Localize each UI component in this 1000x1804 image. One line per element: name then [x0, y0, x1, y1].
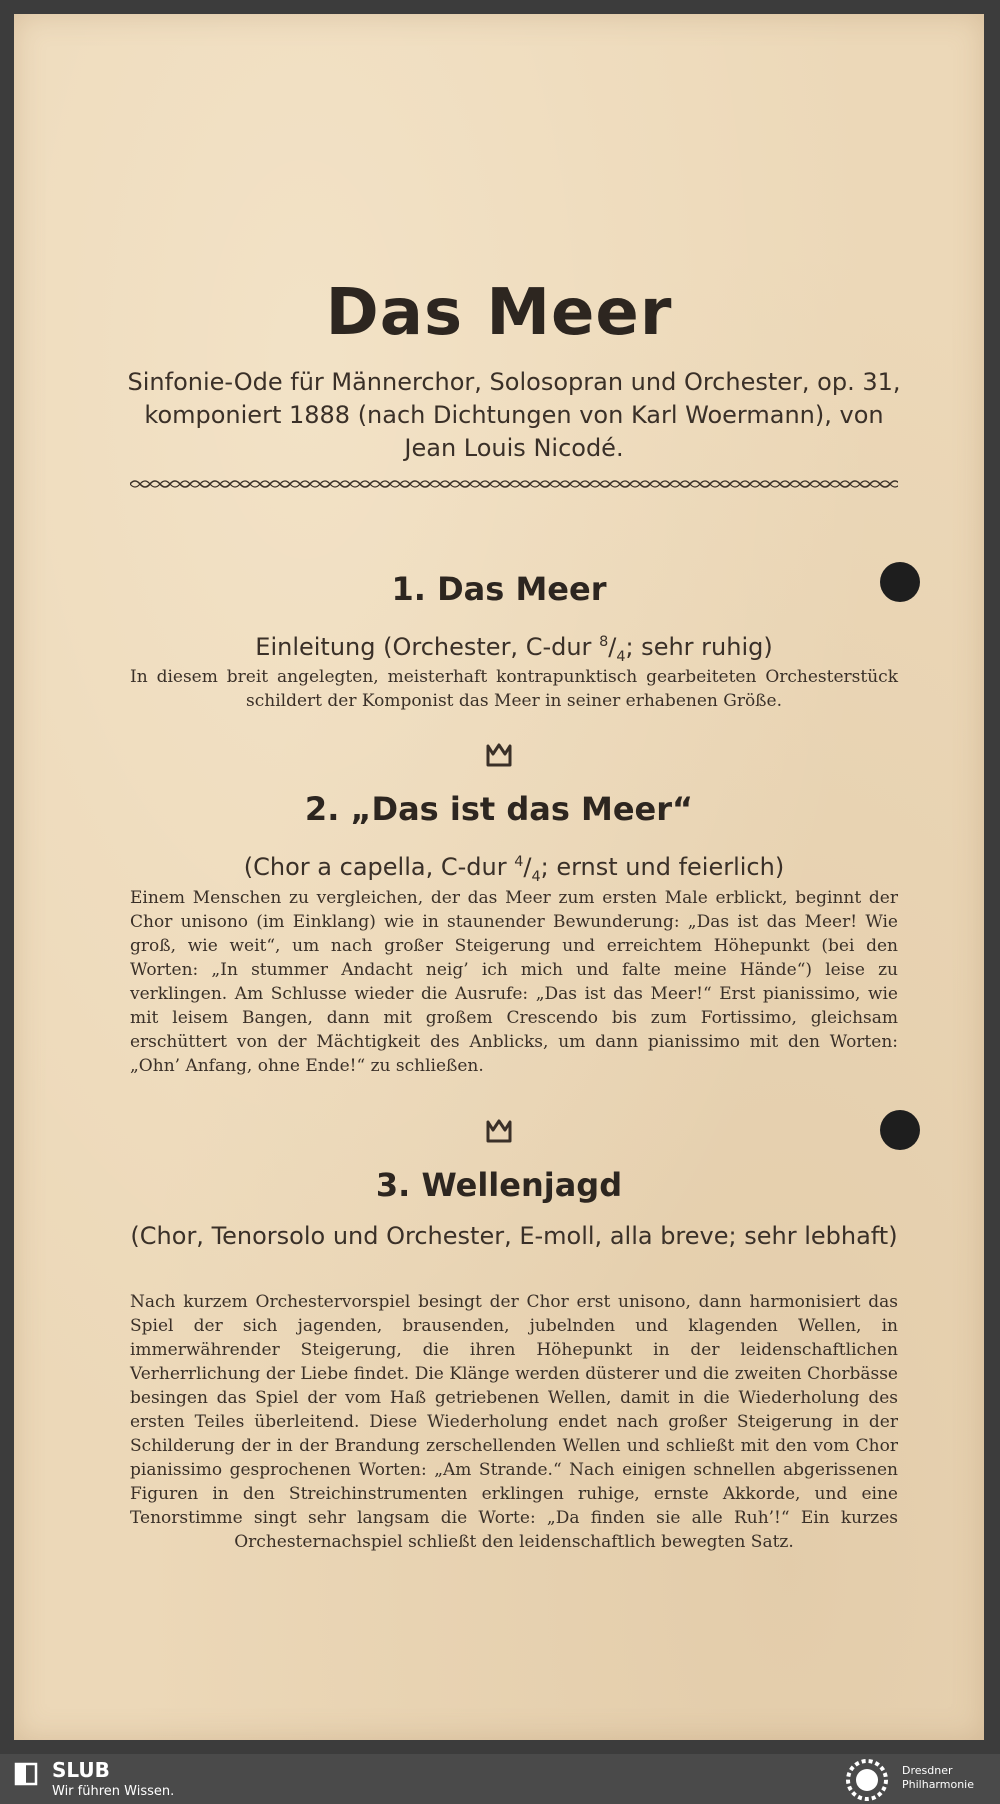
- punch-hole-icon: [880, 562, 920, 602]
- partner-name: Dresdner Philharmonie: [902, 1764, 974, 1791]
- section-1-text: In diesem breit angelegten, meisterhaft kontrapunktisch gearbeiteten Orchesterstück schildert der Komponist das Meer in seiner erhabenen Größe.: [130, 667, 898, 711]
- crown-divider-icon: [485, 742, 513, 768]
- section-3-text: Nach kurzem Orchestervorspiel besingt der Chor erst unisono, dann harmonisiert das Spiel der sich jagenden, brausenden, jubelnden und klagenden Wellen, in immerwährender Steigerung, die ihren Höhepunkt in der leidenschaftlichen Verherrlichung der Liebe findet. Die Klänge werden düsterer und die zweiten Chorbässe besingen das Spiel der vom Haß getriebenen Wellen, damit in die Wiederholung des ersten Teiles überleitend. Diese Wiederholung endet nach großer Steigerung in der Schilderung der in der Brandung zerschellenden Wellen und schließt mit den vom Chor pianissimo gesprochenen Worten: „Am Strande.“ Nach einigen schnellen abgerissenen Figuren in den Streichinstrumenten erklingen ruhige, ernste Akkorde, und eine Tenorstimme singt sehr langsam die Worte: „Da finden sie alle Ruh’!“ Ein kurzes Orchesternachspiel schließt den leidenschaftlich bewegten Satz.: [130, 1292, 898, 1552]
- library-name: SLUB: [52, 1758, 110, 1782]
- section-1-heading: 1. Das Meer: [391, 570, 607, 608]
- philharmonie-logo-icon: [842, 1758, 892, 1802]
- footer-bar: [0, 1754, 1000, 1804]
- section-3-heading: 3. Wellenjagd: [375, 1166, 623, 1204]
- punch-hole-icon: [880, 1110, 920, 1150]
- library-tagline: Wir führen Wissen.: [52, 1784, 175, 1799]
- section-2-text: Einem Menschen zu vergleichen, der das Meer zum ersten Male erblickt, beginnt der Chor unisono (im Einklang) wie in staunender Bewunderung: „Das ist das Meer! Wie groß, wie weit“, um nach großer Steigerung und erreichtem Höhepunkt (bei den Worten: „In stummer Andacht neig’ ich mich und falte meine Hände“) leise zu verklingen. Am Schlusse wieder die Ausrufe: „Das ist das Meer!“ Erst pianissimo, wie mit leisem Bangen, dann mit großem Crescendo bis zum Fortissimo, gleichsam erschüttert von der Mächtigkeit des Anblicks, um dann pianissimo mit den Worten: „Ohn’ Anfang, ohne Ende!“ zu schließen.: [130, 888, 898, 1076]
- section-3-subheading: (Chor, Tenorsolo und Orchester, E-moll, alla breve; sehr lebhaft): [130, 1222, 898, 1250]
- section-2-heading: 2. „Das ist das Meer“: [304, 790, 694, 828]
- document-page: [14, 14, 984, 1740]
- crown-divider-icon: [485, 1118, 513, 1144]
- ornamental-border-icon: [130, 478, 898, 490]
- document-subtitle: Sinfonie-Ode für Männerchor, Solosopran und Orchester, op. 31, komponiert 1888 (nach Dichtungen von Karl Woermann), von Jean Louis Nicodé.: [127, 368, 901, 462]
- document-title: Das Meer: [325, 276, 673, 350]
- slub-logo-icon: [14, 1762, 38, 1786]
- section-1-subheading: Einleitung (Orchester, C-dur $^8/_4$; sehr ruhig): [255, 633, 773, 665]
- section-2-subheading: (Chor a capella, C-dur $^4/_4$; ernst und feierlich): [243, 853, 785, 885]
